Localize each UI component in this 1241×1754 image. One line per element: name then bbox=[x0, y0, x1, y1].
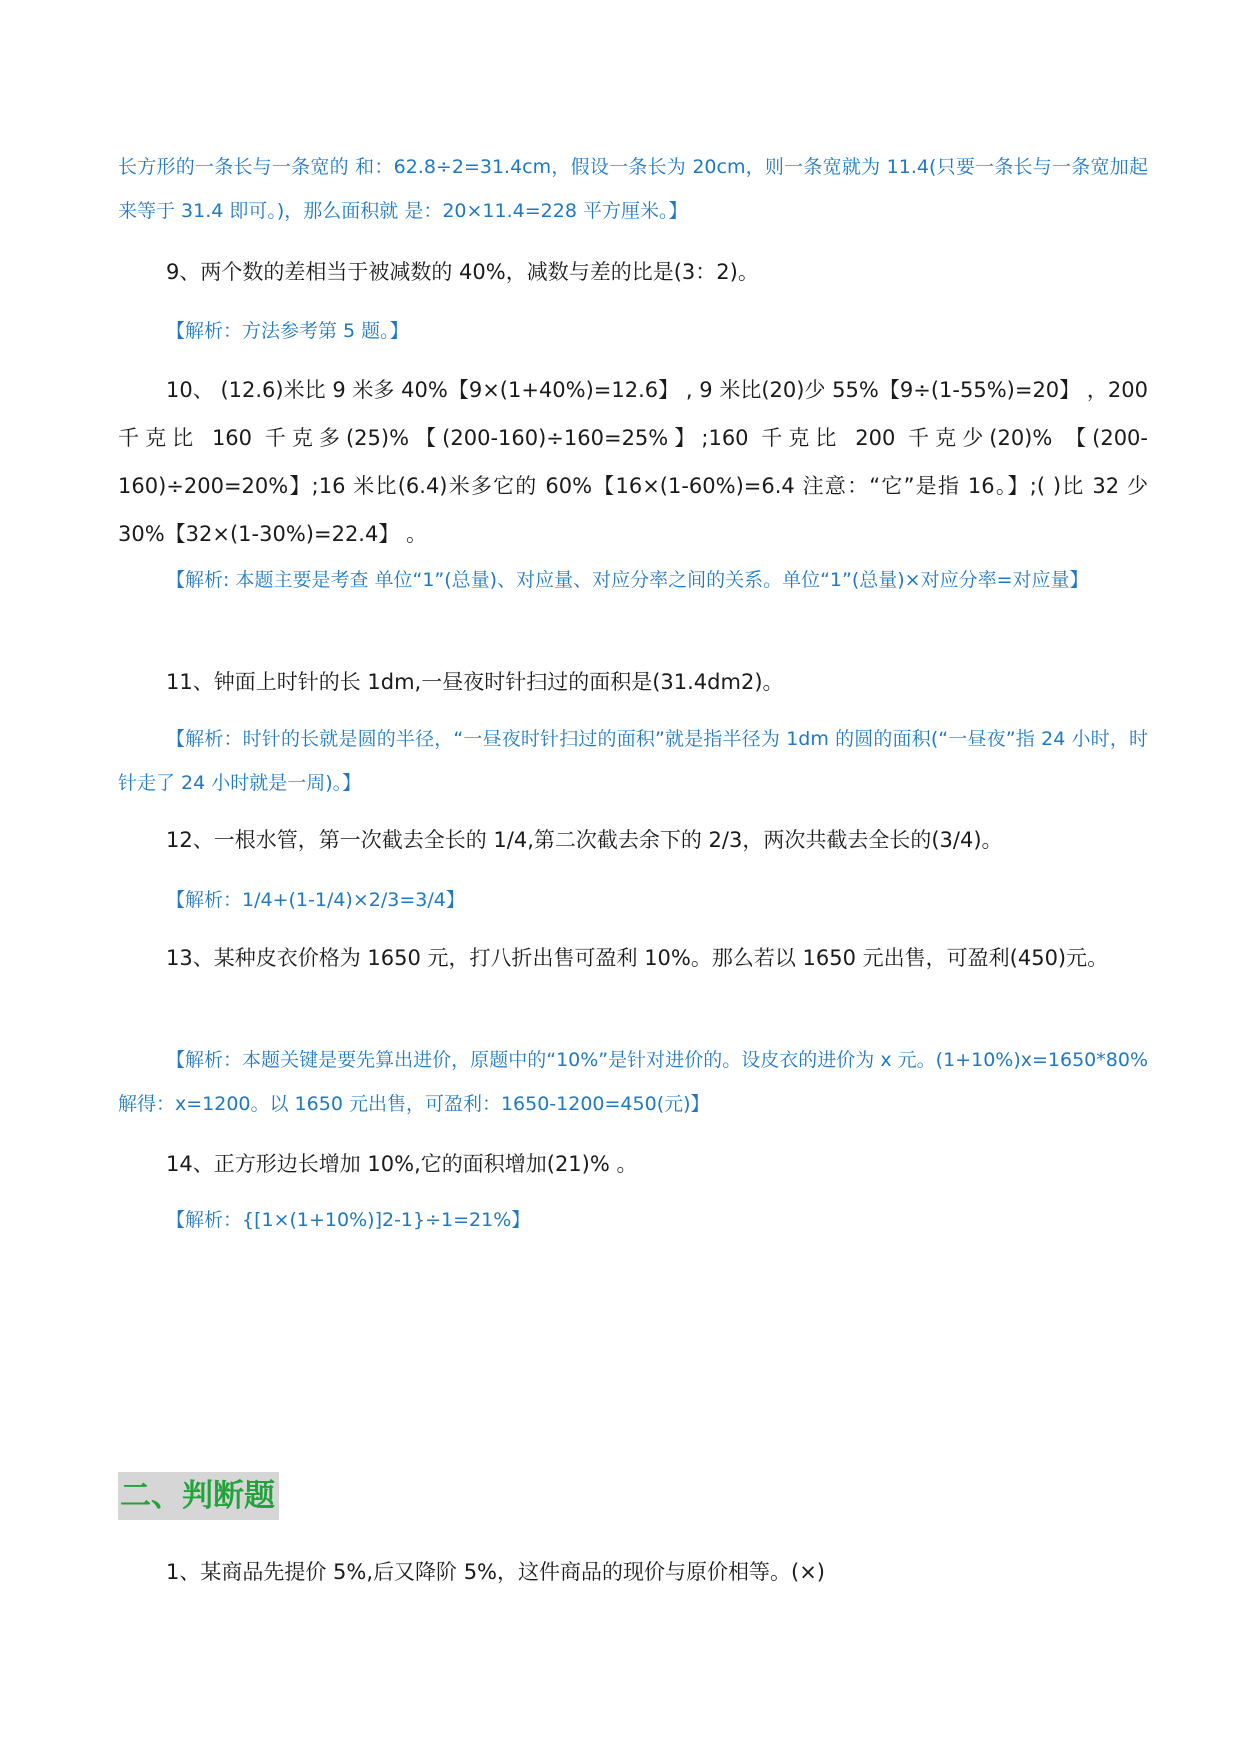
judgment-question-1: 1、某商品先提价 5%,后又降阶 5%，这件商品的现价与原价相等。(×) bbox=[166, 1560, 825, 1584]
answer-10: 【解析: 本题主要是考查 单位“1”(总量)、对应量、对应分率之间的关系。单位“1”(总量)×对应分率=对应量】 bbox=[166, 569, 1089, 591]
answer-12: 【解析：1/4+(1-1/4)×2/3=3/4】 bbox=[166, 889, 465, 911]
answer-14: 【解析：{[1×(1+10%)]2-1}÷1=21%】 bbox=[166, 1209, 531, 1231]
question-10: 10、 (12.6)米比 9 米多 40%【9×(1+40%)=12.6】 , 9 米比(20)少 55%【9÷(1-55%)=20】 ，200 千克比 160 千克多(25)%【(200-160)÷160=25%】;160 千克比 200 千克少(20)% 【(200-160)÷200=20%】;16 米比(6.4)米多它的 60%【16×(1-60%)=6.4 注意：“它”是指 16。】;( )比 32 少 30%【32×(1-30%)=22.4】 。 bbox=[118, 378, 1148, 546]
question-12: 12、一根水管，第一次截去全长的 1/4,第二次截去余下的 2/3，两次共截去全长的(3/4)。 bbox=[166, 828, 1003, 852]
answer-8-continued: 长方形的一条长与一条宽的 和：62.8÷2=31.4cm，假设一条长为 20cm，则一条宽就为 11.4(只要一条长与一条宽加起来等于 31.4 即可。)，那么面积就 是：20×11.4=228 平方厘米。】 bbox=[118, 156, 1148, 222]
answer-11: 【解析：时针的长就是圆的半径，“一昼夜时针扫过的面积”就是指半径为 1dm 的圆的面积(“一昼夜”指 24 小时，时针走了 24 小时就是一周)。】 bbox=[118, 728, 1148, 794]
section-title-judgment: 二、判断题 bbox=[118, 1472, 279, 1520]
question-11: 11、钟面上时针的长 1dm,一昼夜时针扫过的面积是(31.4dm2)。 bbox=[166, 670, 784, 694]
question-9: 9、两个数的差相当于被减数的 40%，减数与差的比是(3：2)。 bbox=[166, 260, 759, 284]
answer-9: 【解析：方法参考第 5 题。】 bbox=[166, 320, 409, 342]
answer-13: 【解析：本题关键是要先算出进价，原题中的“10%”是针对进价的。设皮衣的进价为 x 元。(1+10%)x=1650*80% 解得：x=1200。以 1650 元出售，可盈利：1650-1200=450(元)】 bbox=[118, 1049, 1148, 1115]
question-13: 13、某种皮衣价格为 1650 元，打八折出售可盈利 10%。那么若以 1650 元出售，可盈利(450)元。 bbox=[166, 946, 1109, 970]
question-14: 14、正方形边长增加 10%,它的面积增加(21)% 。 bbox=[166, 1152, 638, 1176]
